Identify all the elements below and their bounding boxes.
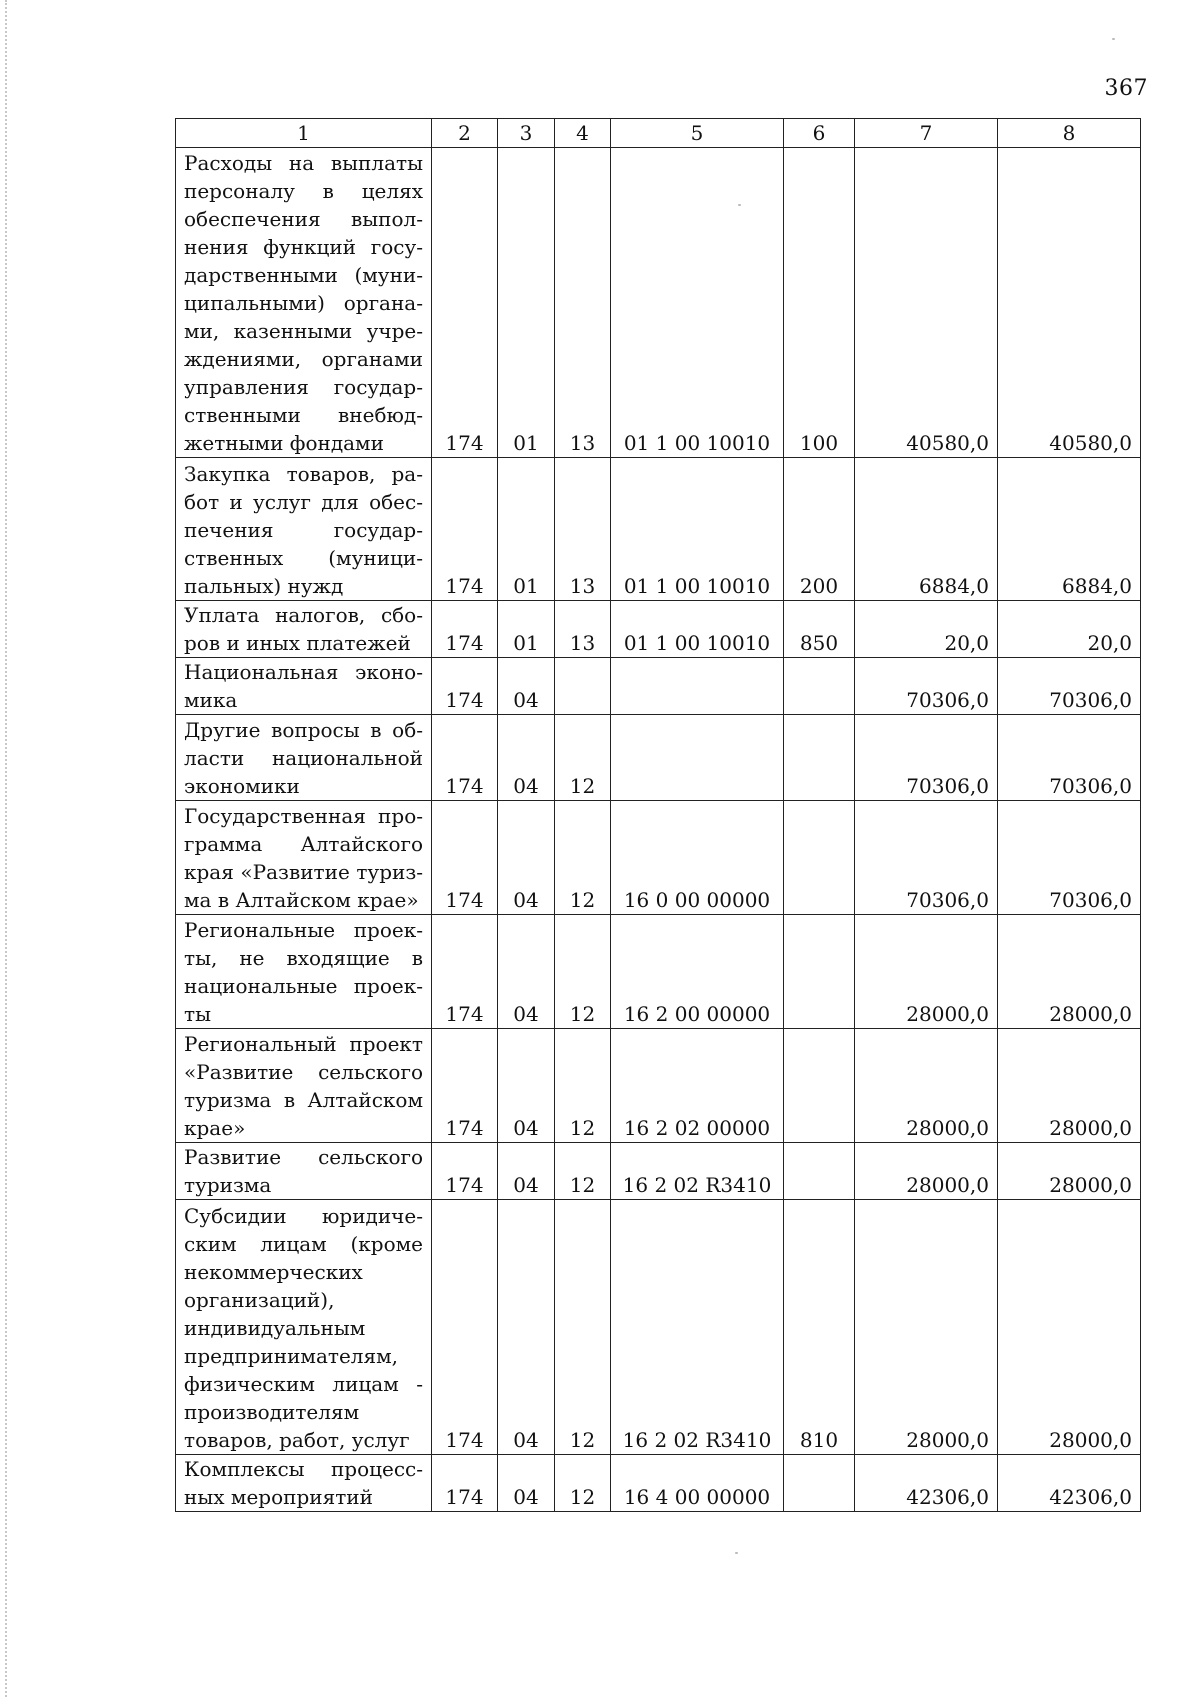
cell-amount-b: 28000,0 — [998, 1029, 1141, 1143]
cell-section: 04 — [498, 658, 555, 715]
cell-target-item: 16 2 02 R3410 — [611, 1143, 784, 1200]
cell-target-item: 16 0 00 00000 — [611, 801, 784, 915]
cell-subsection: 12 — [555, 1143, 611, 1200]
cell-expense-type: 200 — [784, 458, 855, 601]
cell-amount-a: 20,0 — [855, 601, 998, 658]
cell-expense-type: 810 — [784, 1200, 855, 1455]
cell-amount-b: 40580,0 — [998, 148, 1141, 458]
cell-admin-code: 174 — [432, 801, 498, 915]
cell-section: 04 — [498, 715, 555, 801]
cell-subsection: 12 — [555, 915, 611, 1029]
cell-expense-type — [784, 1455, 855, 1512]
cell-subsection: 13 — [555, 601, 611, 658]
cell-subsection — [555, 658, 611, 715]
header-cell: 8 — [998, 119, 1141, 148]
cell-target-item: 16 2 02 00000 — [611, 1029, 784, 1143]
row-name: Другие вопросы в области национальной экономики — [176, 715, 432, 801]
row-name: Субсидии юридическим лицам (кроме некоммерческих организаций), индивидуальным предпринимателям, физическим лицам - производителям товаров, работ, услуг — [176, 1200, 432, 1455]
scan-speck — [1112, 38, 1115, 40]
cell-target-item: 01 1 00 10010 — [611, 458, 784, 601]
table-row — [176, 1029, 1141, 1143]
table-row — [176, 458, 1141, 601]
cell-section: 04 — [498, 1143, 555, 1200]
row-name: Уплата налогов, сборов и иных платежей — [176, 601, 432, 658]
cell-admin-code: 174 — [432, 601, 498, 658]
scan-edge-marks — [5, 0, 7, 1697]
cell-target-item: 16 4 00 00000 — [611, 1455, 784, 1512]
table-row — [176, 801, 1141, 915]
table-row — [176, 1200, 1141, 1455]
scan-speck — [735, 1552, 738, 1554]
cell-admin-code: 174 — [432, 458, 498, 601]
cell-expense-type — [784, 915, 855, 1029]
cell-section: 01 — [498, 458, 555, 601]
cell-subsection: 12 — [555, 1455, 611, 1512]
row-name: Расходы на выплаты персоналу в целях обеспечения выполнения функций государственными (муниципальными) органами, казенными учреждениями, органами управления государственными внебюджетными фондами — [176, 148, 432, 458]
row-name: Национальная экономика — [176, 658, 432, 715]
cell-amount-a: 28000,0 — [855, 915, 998, 1029]
table-row — [176, 1455, 1141, 1512]
cell-amount-b: 70306,0 — [998, 715, 1141, 801]
cell-section: 04 — [498, 1200, 555, 1455]
cell-expense-type — [784, 715, 855, 801]
cell-admin-code: 174 — [432, 1029, 498, 1143]
cell-subsection: 13 — [555, 458, 611, 601]
header-cell: 4 — [555, 119, 611, 148]
cell-admin-code: 174 — [432, 1143, 498, 1200]
row-name: Региональные проекты, не входящие в национальные проекты — [176, 915, 432, 1029]
table-row — [176, 1143, 1141, 1200]
cell-section: 04 — [498, 1455, 555, 1512]
cell-target-item: 01 1 00 10010 — [611, 601, 784, 658]
cell-admin-code: 174 — [432, 915, 498, 1029]
cell-target-item: 01 1 00 10010 — [611, 148, 784, 458]
cell-target-item: 16 2 02 R3410 — [611, 1200, 784, 1455]
cell-admin-code: 174 — [432, 715, 498, 801]
row-name: Региональный проект «Развитие сельского туризма в Алтайском крае» — [176, 1029, 432, 1143]
cell-target-item — [611, 715, 784, 801]
cell-admin-code: 174 — [432, 1455, 498, 1512]
cell-amount-b: 42306,0 — [998, 1455, 1141, 1512]
header-cell: 3 — [498, 119, 555, 148]
cell-amount-a: 70306,0 — [855, 801, 998, 915]
cell-amount-b: 28000,0 — [998, 1200, 1141, 1455]
cell-expense-type — [784, 801, 855, 915]
header-cell: 1 — [176, 119, 432, 148]
cell-subsection: 13 — [555, 148, 611, 458]
cell-expense-type — [784, 658, 855, 715]
cell-target-item — [611, 658, 784, 715]
cell-subsection: 12 — [555, 1029, 611, 1143]
page-number: 367 — [1104, 76, 1148, 101]
cell-amount-b: 6884,0 — [998, 458, 1141, 601]
cell-admin-code: 174 — [432, 658, 498, 715]
cell-expense-type — [784, 1143, 855, 1200]
cell-amount-b: 28000,0 — [998, 915, 1141, 1029]
budget-table — [175, 118, 1141, 1512]
cell-section: 04 — [498, 801, 555, 915]
cell-amount-a: 28000,0 — [855, 1029, 998, 1143]
cell-section: 01 — [498, 601, 555, 658]
table-row — [176, 915, 1141, 1029]
cell-amount-a: 70306,0 — [855, 658, 998, 715]
cell-expense-type: 850 — [784, 601, 855, 658]
cell-section: 04 — [498, 1029, 555, 1143]
cell-target-item: 16 2 00 00000 — [611, 915, 784, 1029]
row-name: Комплексы процессных мероприятий — [176, 1455, 432, 1512]
cell-section: 01 — [498, 148, 555, 458]
table-row — [176, 658, 1141, 715]
cell-amount-a: 28000,0 — [855, 1200, 998, 1455]
cell-amount-a: 42306,0 — [855, 1455, 998, 1512]
table-row — [176, 148, 1141, 458]
cell-subsection: 12 — [555, 1200, 611, 1455]
cell-amount-b: 20,0 — [998, 601, 1141, 658]
cell-section: 04 — [498, 915, 555, 1029]
cell-amount-a: 6884,0 — [855, 458, 998, 601]
cell-amount-a: 28000,0 — [855, 1143, 998, 1200]
row-name: Государственная программа Алтайского края «Развитие туризма в Алтайском крае» — [176, 801, 432, 915]
row-name: Развитие сельского туризма — [176, 1143, 432, 1200]
header-cell: 2 — [432, 119, 498, 148]
cell-amount-b: 70306,0 — [998, 801, 1141, 915]
cell-admin-code: 174 — [432, 1200, 498, 1455]
cell-amount-b: 28000,0 — [998, 1143, 1141, 1200]
cell-admin-code: 174 — [432, 148, 498, 458]
cell-expense-type — [784, 1029, 855, 1143]
cell-amount-a: 40580,0 — [855, 148, 998, 458]
cell-subsection: 12 — [555, 801, 611, 915]
header-cell: 7 — [855, 119, 998, 148]
header-cell: 6 — [784, 119, 855, 148]
table-row — [176, 601, 1141, 658]
cell-expense-type: 100 — [784, 148, 855, 458]
table-header-row — [176, 119, 1141, 148]
cell-amount-a: 70306,0 — [855, 715, 998, 801]
table-row — [176, 715, 1141, 801]
cell-amount-b: 70306,0 — [998, 658, 1141, 715]
header-cell: 5 — [611, 119, 784, 148]
row-name: Закупка товаров, работ и услуг для обеспечения государственных (муниципальных) нужд — [176, 458, 432, 601]
cell-subsection: 12 — [555, 715, 611, 801]
